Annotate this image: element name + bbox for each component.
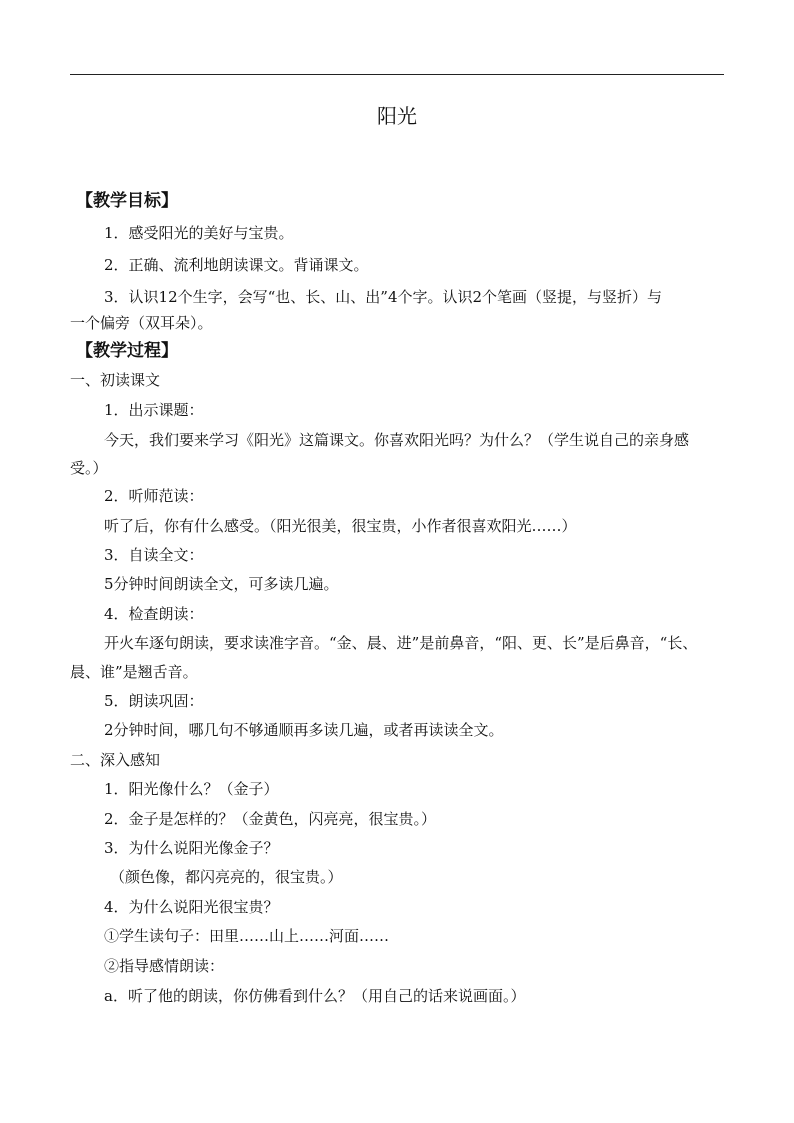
paragraph-line: （颜色像，都闪亮亮的，很宝贵。）: [110, 868, 343, 886]
paragraph-line: 4．检查朗读：: [104, 605, 204, 623]
paragraph-line: 2分钟时间，哪几句不够通顺再多读几遍，或者再读读全文。: [104, 721, 504, 739]
paragraph-line: 开火车逐句朗读，要求读准字音。“金、晨、进”是前鼻音，“阳、更、长”是后鼻音，“长、: [104, 634, 698, 652]
paragraph-line: 2．听师范读：: [104, 487, 204, 505]
goal-item: 2．正确、流利地朗读课文。背诵课文。: [104, 256, 369, 274]
paragraph-line: 受。）: [70, 459, 108, 477]
paragraph-line: 5分钟时间朗读全文，可多读几遍。: [104, 575, 339, 593]
paragraph-line: 3．为什么说阳光像金子？: [104, 839, 279, 857]
paragraph-line: 1．阳光像什么？（金子）: [104, 780, 279, 798]
paragraph-line: 2．金子是怎样的？（金黄色，闪亮亮，很宝贵。）: [104, 810, 437, 828]
paragraph-line: 今天，我们要来学习《阳光》这篇课文。你喜欢阳光吗？为什么？（学生说自己的亲身感: [104, 431, 690, 449]
page-title: 阳光: [377, 104, 417, 128]
paragraph-line: 1．出示课题：: [104, 401, 204, 419]
paragraph-line: 晨、谁”是翘舌音。: [70, 663, 198, 681]
part-heading: 二、深入感知: [70, 751, 161, 769]
goal-item-continued: 一个偏旁（双耳朵）。: [70, 314, 213, 332]
goal-item: 3．认识12个生字，会写“也、长、山、出”4个字。认识2个笔画（竖提，与竖折）与: [104, 288, 663, 306]
paragraph-line: a．听了他的朗读，你仿佛看到什么？（用自己的话来说画面。）: [104, 987, 526, 1005]
paragraph-line: 听了后，你有什么感受。（阳光很美，很宝贵，小作者很喜欢阳光……）: [104, 517, 577, 535]
header-rule: [70, 74, 724, 75]
goal-item: 1．感受阳光的美好与宝贵。: [104, 224, 294, 242]
section-heading-goals: 【教学目标】: [76, 191, 178, 211]
paragraph-line: ②指导感情朗读：: [104, 957, 225, 975]
paragraph-line: 5．朗读巩固：: [104, 692, 204, 710]
part-heading: 一、初读课文: [70, 371, 161, 389]
section-heading-process: 【教学过程】: [76, 341, 178, 361]
paragraph-line: ①学生读句子：田里……山上……河面……: [104, 927, 390, 945]
paragraph-line: 3．自读全文：: [104, 546, 204, 564]
paragraph-line: 4．为什么说阳光很宝贵？: [104, 898, 279, 916]
